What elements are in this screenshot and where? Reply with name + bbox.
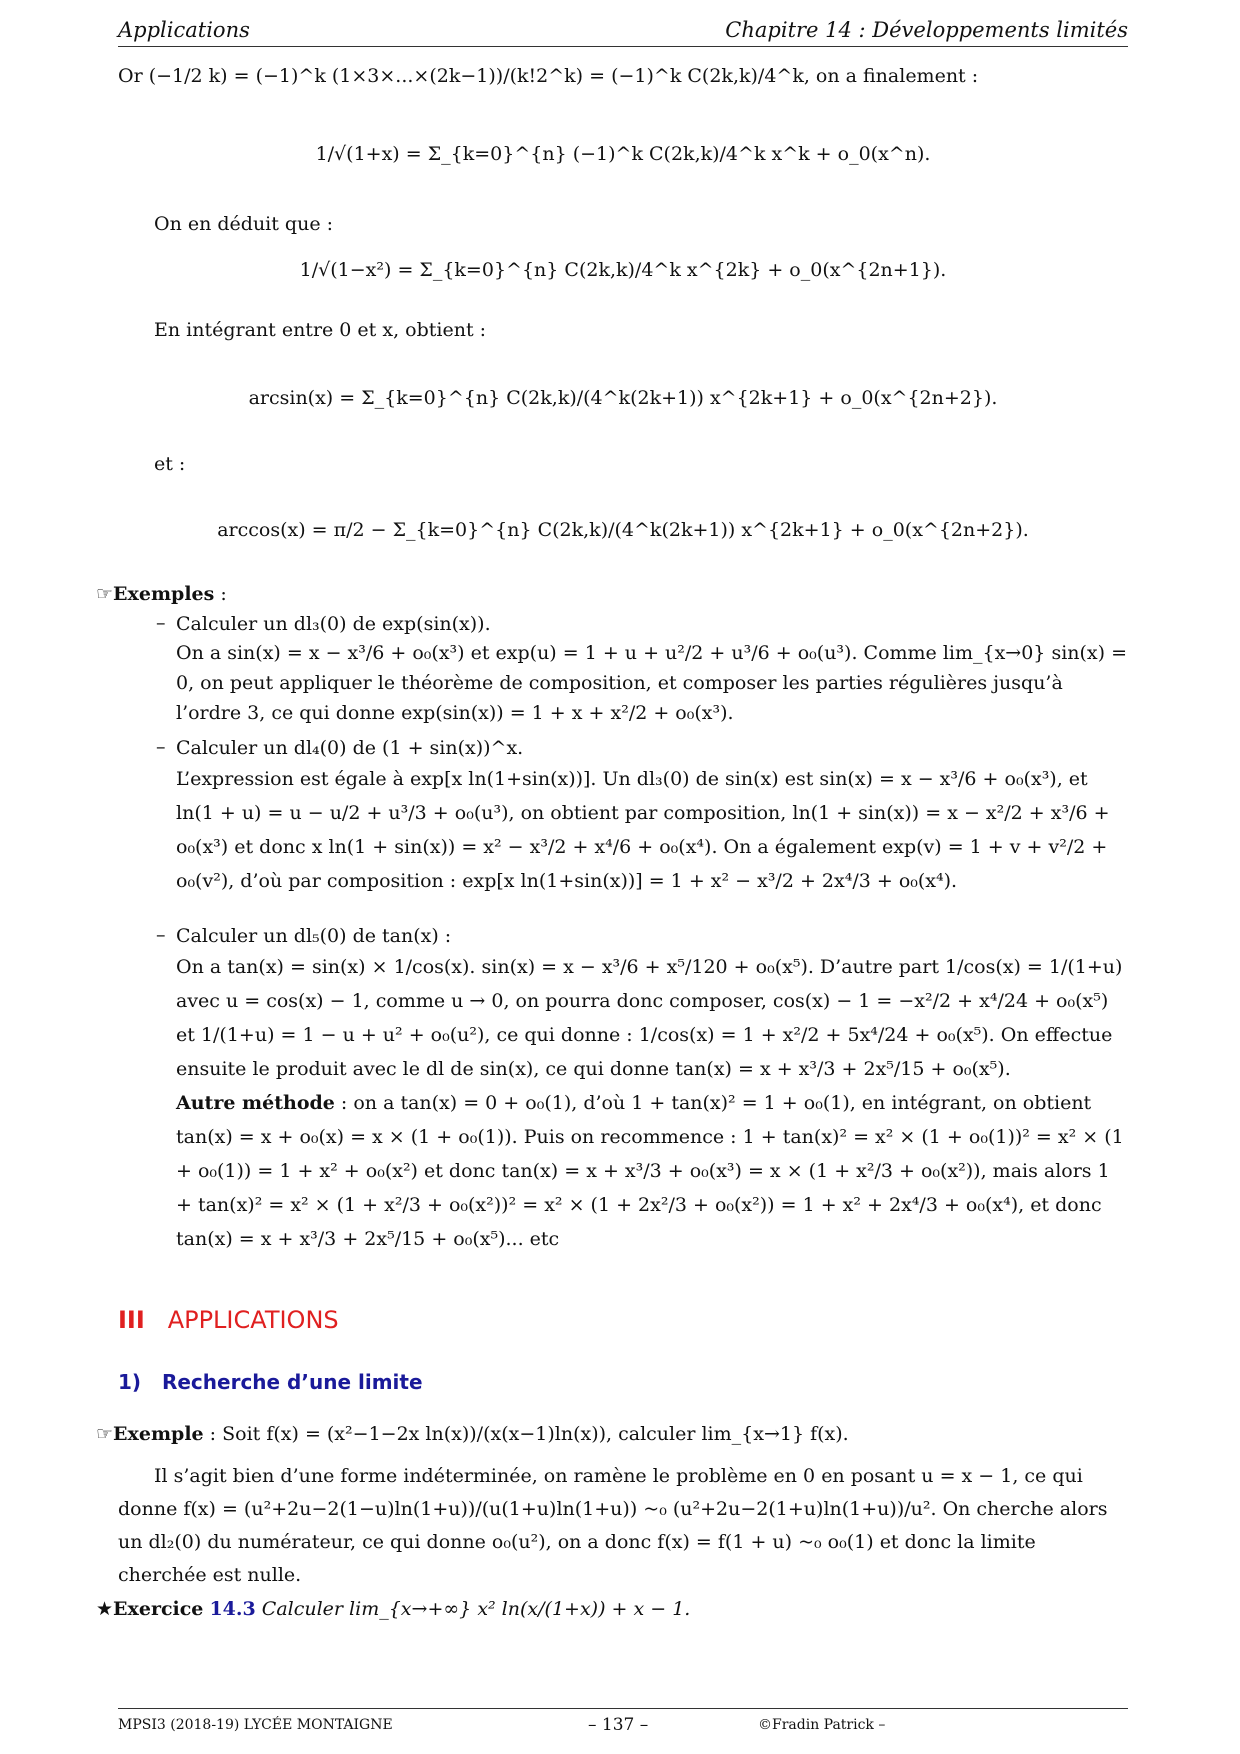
- exemples-colon: :: [214, 583, 227, 605]
- exemple-text: : Soit f(x) = (x²−1−2x ln(x))/(x(x−1)ln(x)), calculer lim_{x→1} f(x).: [203, 1423, 849, 1445]
- example-2-title: Calculer un dl₄(0) de (1 + sin(x))^x.: [176, 737, 524, 759]
- exemple-body: Il s’agit bien d’une forme indéterminée, on ramène le problème en 0 en posant u = x − 1, ce qui donne f(x) = (u²+2u−2(1−u)ln(1+u))/(u(1+u)ln(1+u)) ~₀ (u²+2u−2(1+u)ln(1+u))/u². On cherche alors un dl₂(0) du numérateur, ce qui donne o₀(u²), on a donc f(x) = f(1 + u) ~₀ o₀(1) et donc la limite cherchée est nulle.: [118, 1465, 1108, 1586]
- section-number: III: [118, 1306, 145, 1334]
- deduit-paragraph: On en déduit que :: [154, 213, 334, 235]
- star-icon: ★: [96, 1598, 114, 1620]
- dash-bullet: –: [156, 612, 166, 634]
- subsection-title: Recherche d’une limite: [161, 1370, 423, 1394]
- example-1-title: Calculer un dl₃(0) de exp(sin(x)).: [176, 613, 491, 635]
- subsection-number: 1): [118, 1370, 142, 1394]
- exemples-heading: [96, 580, 1106, 608]
- exercice-statement: Calculer lim_{x→+∞} x² ln(x/(1+x)) + x − 1.: [261, 1598, 691, 1620]
- equation-1: 1/√(1+x) = Σ_{k=0}^{n} (−1)^k C(2k,k)/4^k x^k + o_0(x^n).: [315, 143, 931, 165]
- intro-paragraph: Or (−1/2 k) = (−1)^k (1×3×...×(2k−1))/(k!2^k) = (−1)^k C(2k,k)/4^k, on a finalement :: [118, 65, 979, 87]
- example-1-body: On a sin(x) = x − x³/6 + o₀(x³) et exp(u) = 1 + u + u²/2 + u³/6 + o₀(u³). Comme lim_{x→0} sin(x) = 0, on peut appliquer le théorème de composition, et composer les parties régulières jusqu’à l’ordre 3, ce qui donne exp(sin(x)) = 1 + x + x²/2 + o₀(x³).: [176, 642, 1128, 724]
- page-header: [118, 14, 1128, 47]
- autre-methode: [176, 1086, 1128, 1256]
- exemple-label: Exemple: [113, 1423, 204, 1445]
- example-1: [176, 610, 1128, 728]
- autre-methode-body: : on a tan(x) = 0 + o₀(1), d’où 1 + tan(x)² = 1 + o₀(1), en intégrant, on obtient tan(x) = x + o₀(x) = x × (1 + o₀(1)). Puis on recommence : 1 + tan(x)² = x² × (1 + o₀(1))² = x² × (1 + o₀(1)) = 1 + x² + o₀(x²) et donc tan(x) = x + x³/3 + o₀(x³) = x × (1 + x²/3 + o₀(x²)), mais alors 1 + tan(x)² = x² × (1 + x²/3 + o₀(x²))² = x² × (1 + 2x²/3 + o₀(x²)) = 1 + x² + 2x⁴/3 + o₀(x⁴), et donc tan(x) = x + x³/3 + 2x⁵/15 + o₀(x⁵)... etc: [176, 1092, 1124, 1250]
- section-title: APPLICATIONS: [167, 1306, 339, 1334]
- exemples-label: Exemples: [113, 583, 215, 605]
- equation-2: 1/√(1−x²) = Σ_{k=0}^{n} C(2k,k)/4^k x^{2k} + o_0(x^{2n+1}).: [299, 259, 947, 281]
- exercice: [96, 1595, 1128, 1623]
- exercice-label: Exercice: [113, 1598, 204, 1620]
- dash-bullet: –: [156, 736, 166, 758]
- equation-arccos: arccos(x) = π/2 − Σ_{k=0}^{n} C(2k,k)/(4^k(2k+1)) x^{2k+1} + o_0(x^{2n+2}).: [217, 519, 1029, 541]
- header-left: Applications: [118, 18, 250, 42]
- example-2-body: L’expression est égale à exp[x ln(1+sin(x))]. Un dl₃(0) de sin(x) est sin(x) = x − x³/6 + o₀(x³), et ln(1 + u) = u − u/2 + u³/3 + o₀(u³), on obtient par composition, ln(1 + sin(x)) = x − x²/2 + x³/6 + o₀(x³) et donc x ln(1 + sin(x)) = x² − x³/2 + x⁴/6 + o₀(x⁴). On a également exp(v) = 1 + v + v²/2 + o₀(v²), d’où par composition : exp[x ln(1+sin(x))] = 1 + x² − x³/2 + 2x⁴/3 + o₀(x⁴).: [176, 768, 1110, 892]
- section-heading: [118, 1306, 339, 1334]
- page-number: – 137 –: [588, 1715, 649, 1735]
- header-right: Chapitre 14 : Développements limités: [725, 18, 1128, 42]
- example-3: [176, 922, 1128, 1256]
- et-paragraph: et :: [154, 453, 186, 475]
- example-3-body: On a tan(x) = sin(x) × 1/cos(x). sin(x) = x − x³/6 + x⁵/120 + o₀(x⁵). D’autre part 1/cos(x) = 1/(1+u) avec u = cos(x) − 1, comme u → 0, on pourra donc composer, cos(x) − 1 = −x²/2 + x⁴/24 + o₀(x⁵) et 1/(1+u) = 1 − u + u² + o₀(u²), ce qui donne : 1/cos(x) = 1 + x²/2 + 5x⁴/24 + o₀(x⁵). On effectue ensuite le produit avec le dl de sin(x), ce qui donne tan(x) = x + x³/3 + 2x⁵/15 + o₀(x⁵).: [176, 956, 1123, 1080]
- example-2: [176, 734, 1128, 898]
- integrant-paragraph: En intégrant entre 0 et x, obtient :: [154, 319, 487, 341]
- footer-left: MPSI3 (2018-19) LYCÉE MONTAIGNE: [118, 1717, 393, 1733]
- dash-bullet: –: [156, 924, 166, 946]
- footer-right: ©Fradin Patrick –: [758, 1717, 886, 1733]
- page-footer: [118, 1708, 1128, 1735]
- pointing-hand-icon: ☞: [96, 583, 114, 605]
- exemple-statement: [96, 1420, 1128, 1448]
- exercice-number: 14.3: [209, 1598, 256, 1620]
- example-3-title: Calculer un dl₅(0) de tan(x) :: [176, 925, 452, 947]
- pointing-hand-icon: ☞: [96, 1423, 114, 1445]
- subsection-heading: [118, 1370, 423, 1394]
- equation-arcsin: arcsin(x) = Σ_{k=0}^{n} C(2k,k)/(4^k(2k+1)) x^{2k+1} + o_0(x^{2n+2}).: [248, 387, 998, 409]
- autre-methode-label: Autre méthode: [176, 1092, 335, 1114]
